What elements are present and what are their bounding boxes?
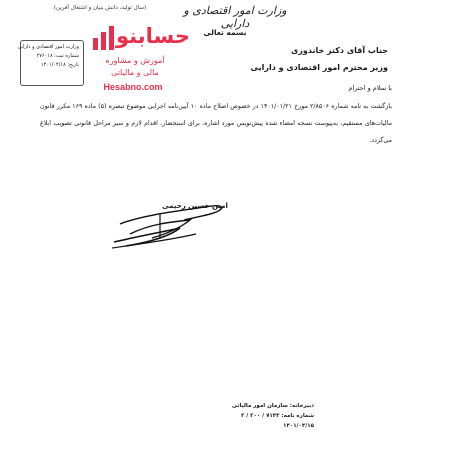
logo-url: Hesabno.com — [103, 82, 163, 92]
stamp-number: شماره ثبت: ۲۷۶۰۱۸ — [36, 53, 79, 59]
handwritten-signature — [100, 194, 230, 254]
footer-date: ۱۴۰۱/۰۴/۱۵ — [283, 423, 314, 429]
hesabno-watermark-logo — [86, 24, 191, 98]
signer-name: امین حسین رحیمی — [162, 202, 228, 210]
logo-tagline-1: آموزش و مشاوره — [105, 56, 165, 65]
registration-stamp — [17, 40, 84, 86]
letter-body: بازگشت به نامه شماره ۲/۸۵۰۶ مورخ ۱۴۰۱/۰۱/۲۱ در خصوص اصلاح ماده ۱۰ آیین‌نامه اجرایی موضوع تبصره (۵) ماده ۱۶۹ مکرر قانون مالیات‌های مستقیم، به‌پیوست نسخه امضاء شده پیش‌نویس مورد اشاره، برای استحضار، اقدام لازم و سیر مراحل قانونی تصویب ابلاغ می‌گردد. — [40, 103, 392, 144]
logo-tagline-2: مالی و مالیاتی — [111, 68, 159, 77]
ministry-title: وزارت امور اقتصادی و دارایی — [183, 4, 287, 30]
stamp-date: تاریخ: ۱۴۰۱/۰۴/۱۸ — [40, 62, 79, 68]
footer-letter-number: شماره نامه: ۷۱۴۳ / ۲۰۰ / ۲ — [240, 413, 314, 419]
footer-reference — [231, 401, 314, 431]
basmala: بسمه تعالی — [203, 28, 247, 37]
logo-name: حسابنو — [116, 24, 191, 48]
stamp-org: وزارت امور اقتصادی و دارایی — [17, 44, 79, 50]
footer-secretary: دبیرخانه: سازمان امور مالیاتی — [231, 403, 314, 409]
recipient-name: جناب آقای دکتر خاندوزی — [290, 46, 388, 55]
salutation: با سلام و احترام — [348, 84, 392, 92]
recipient-title: وزیر محترم امور اقتصادی و دارایی — [250, 63, 388, 72]
year-slogan: (سال تولید، دانش بنیان و اشتغال آفرین) — [53, 5, 147, 11]
